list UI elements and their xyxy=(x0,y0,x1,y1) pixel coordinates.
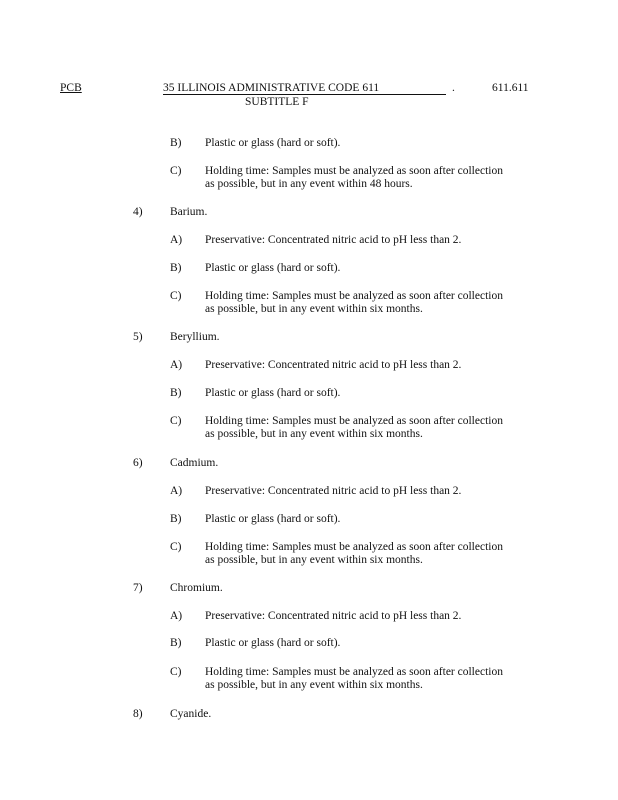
item-text: Holding time: Samples must be analyzed as soon after collection xyxy=(205,290,503,302)
item-label: 5) xyxy=(133,331,143,343)
item-label: 6) xyxy=(133,457,143,469)
item-text: Chromium. xyxy=(170,582,223,594)
item-label: C) xyxy=(170,290,182,302)
item-label: A) xyxy=(170,359,183,371)
item-label: B) xyxy=(170,637,182,649)
item-text: Plastic or glass (hard or soft). xyxy=(205,513,341,525)
header-agency: PCB xyxy=(60,82,82,94)
item-label: B) xyxy=(170,137,182,149)
item-text: Cyanide. xyxy=(170,708,212,720)
item-label: C) xyxy=(170,541,182,553)
item-label: C) xyxy=(170,415,182,427)
header-subtitle: SUBTITLE F xyxy=(245,96,309,108)
item-text: as possible, but in any event within six months. xyxy=(205,554,423,566)
item-text: as possible, but in any event within six months. xyxy=(205,679,423,691)
item-label: C) xyxy=(170,666,182,678)
item-text: Holding time: Samples must be analyzed as soon after collection xyxy=(205,541,503,553)
item-label: B) xyxy=(170,387,182,399)
header-title: 35 ILLINOIS ADMINISTRATIVE CODE 611 xyxy=(163,82,380,94)
item-text: Preservative: Concentrated nitric acid to pH less than 2. xyxy=(205,359,462,371)
item-label: 7) xyxy=(133,582,143,594)
item-label: A) xyxy=(170,234,183,246)
item-text: as possible, but in any event within six months. xyxy=(205,303,423,315)
header-dot: . xyxy=(452,82,455,94)
item-text: Preservative: Concentrated nitric acid to pH less than 2. xyxy=(205,610,462,622)
item-text: Holding time: Samples must be analyzed as soon after collection xyxy=(205,415,503,427)
item-label: 8) xyxy=(133,708,143,720)
item-label: B) xyxy=(170,262,182,274)
item-label: B) xyxy=(170,513,182,525)
item-label: C) xyxy=(170,165,182,177)
item-text: as possible, but in any event within 48 hours. xyxy=(205,178,413,190)
item-text: Holding time: Samples must be analyzed as soon after collection xyxy=(205,165,503,177)
item-text: Plastic or glass (hard or soft). xyxy=(205,387,341,399)
item-label: A) xyxy=(170,485,183,497)
header-section: 611.611 xyxy=(492,82,529,94)
item-text: as possible, but in any event within six months. xyxy=(205,428,423,440)
item-text: Preservative: Concentrated nitric acid to pH less than 2. xyxy=(205,485,462,497)
item-text: Beryllium. xyxy=(170,331,220,343)
item-text: Barium. xyxy=(170,206,208,218)
item-text: Preservative: Concentrated nitric acid to pH less than 2. xyxy=(205,234,462,246)
item-label: A) xyxy=(170,610,183,622)
item-text: Holding time: Samples must be analyzed as soon after collection xyxy=(205,666,503,678)
item-label: 4) xyxy=(133,206,143,218)
item-text: Plastic or glass (hard or soft). xyxy=(205,262,341,274)
item-text: Cadmium. xyxy=(170,457,219,469)
item-text: Plastic or glass (hard or soft). xyxy=(205,637,341,649)
item-text: Plastic or glass (hard or soft). xyxy=(205,137,341,149)
